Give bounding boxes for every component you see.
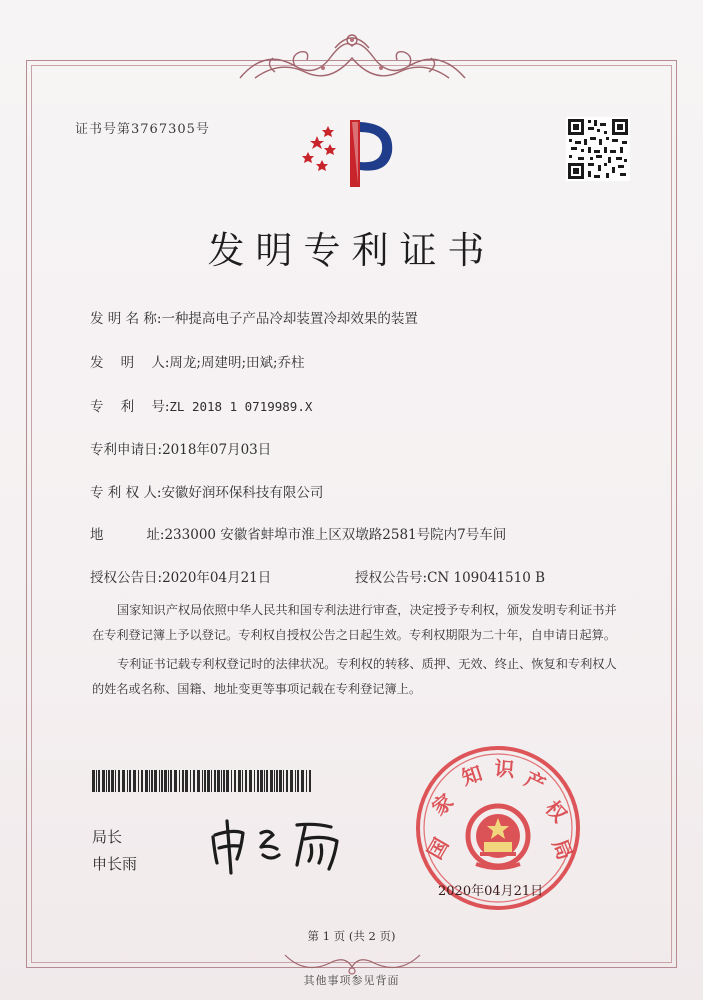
patent-number-row [90,395,312,415]
barcode-bar [257,770,259,792]
barcode-bar [159,770,160,792]
barcode-bar [106,770,107,792]
barcode-bar [207,770,210,792]
grant-date-value: 2020年04月21日 [162,570,272,586]
svg-text:知: 知 [458,760,486,790]
barcode-bar [238,770,241,792]
barcode-bar [197,770,200,792]
barcode-bar [274,770,275,792]
handwritten-signature-icon [205,815,355,875]
svg-text:产: 产 [520,766,550,797]
top-ornament-icon [235,28,470,90]
svg-text:家: 家 [427,789,458,821]
barcode-bar [245,770,247,792]
barcode-bar [141,770,143,792]
application-date-value: 2018年07月03日 [162,442,272,458]
barcode-bar [138,770,139,792]
svg-text:局: 局 [547,835,578,864]
barcode-bar [133,770,136,792]
barcode-bar [115,770,116,792]
barcode-bar [242,770,243,792]
barcode-bar [301,770,304,792]
barcode-bar [231,770,232,792]
barcode-bar [279,770,282,792]
inventor-value: 周龙;周建明;田斌;乔柱 [169,355,305,371]
barcode-bar [151,770,153,792]
certificate-paragraph: 专利证书记载专利权登记时的法律状况。专利权的转移、质押、无效、终止、恢复和专利权人的姓名或名称、国籍、地址变更等事项记载在专利登记簿上。 [92,657,617,696]
application-date-row [90,438,271,458]
barcode-bar [254,770,255,792]
barcode-bar [260,770,263,792]
barcode-bar [190,770,191,792]
barcode-bar [102,770,105,792]
grant-number-row [355,566,545,586]
barcode-bar [154,770,157,792]
patent-number-label: 专 利 号: [90,399,170,415]
address-row [90,523,506,543]
barcode-bar [214,770,216,792]
barcode-bar [161,770,163,792]
patent-number-value: ZL 2018 1 0719989.X [169,399,313,414]
barcode-bar [122,770,125,792]
barcode-bar [211,770,212,792]
cnipa-logo-icon [300,112,410,192]
grant-date-row [90,566,271,586]
barcode-bar [92,770,95,792]
chief-name: 申长雨 [92,855,138,873]
invention-name-row [90,307,418,327]
page-indicator: 第 1 页 (共 2 页) [307,929,396,943]
barcode-bar [145,770,148,792]
barcode-bar [174,770,177,792]
barcode-bar [264,770,265,792]
barcode-bar [170,770,172,792]
barcode-bar [127,770,128,792]
chief-title: 局长 [92,828,123,846]
barcode-bar [185,770,188,792]
barcode-bar [111,770,114,792]
barcode-bar [179,770,180,792]
barcode-bar [270,770,273,792]
grant-date-label: 授权公告日: [90,570,163,586]
inventor-label: 发 明 人: [90,355,170,371]
address-value: 233000 安徽省蚌埠市淮上区双墩路2581号院内7号车间 [164,527,507,543]
certificate-paragraph: 国家知识产权局依照中华人民共和国专利法进行审查，决定授予专利权，颁发发明专利证书并在专利登记簿上予以登记。专利权自授权公告之日起生效。专利权期限为二十年，自申请日起算。 [92,603,617,642]
barcode-bar [234,770,236,792]
page-title: 发明专利证书 [207,229,496,272]
barcode-bar [295,770,296,792]
footer-note: 其他事项参见背面 [303,974,400,987]
barcode-bar [98,770,100,792]
patentee-row [90,481,323,501]
barcode-bar [217,770,220,792]
patentee-value: 安徽好润环保科技有限公司 [161,485,324,501]
application-date-label: 专利申请日: [90,442,163,458]
barcode-bar [309,770,311,792]
barcode-bar [286,770,288,792]
barcode-bar [108,770,110,792]
invention-name-value: 一种提高电子产品冷却装置冷却效果的装置 [161,311,418,327]
inventor-row [90,351,305,371]
barcode-bar [168,770,169,792]
svg-text:权: 权 [540,795,572,827]
barcode-bar [164,770,167,792]
barcode-bar [193,770,195,792]
seal-date: 2020年04月21日 [438,884,544,899]
patentee-label: 专 利 权 人: [90,485,162,501]
svg-text:识: 识 [493,756,516,782]
barcode-bar [221,770,222,792]
barcode-bar [96,770,97,792]
barcode-icon [92,770,312,792]
barcode-bar [129,770,131,792]
invention-name-label: 发 明 名 称: [90,311,162,327]
qr-code-icon [566,117,630,181]
grant-number-value: CN 109041510 B [427,570,546,586]
certificate-number: 证书号第3767305号 [75,122,210,137]
barcode-bar [223,770,225,792]
address-label: 地 址: [90,527,165,543]
barcode-bar [118,770,120,792]
barcode-bar [249,770,252,792]
barcode-bar [283,770,284,792]
barcode-bar [290,770,293,792]
grant-number-label: 授权公告号: [355,570,428,586]
barcode-bar [266,770,268,792]
barcode-bar [226,770,229,792]
barcode-bar [149,770,150,792]
barcode-bar [276,770,278,792]
barcode-bar [182,770,184,792]
barcode-bar [306,770,307,792]
barcode-bar [204,770,206,792]
svg-text:国: 国 [422,833,454,864]
barcode-bar [202,770,203,792]
barcode-bar [297,770,299,792]
